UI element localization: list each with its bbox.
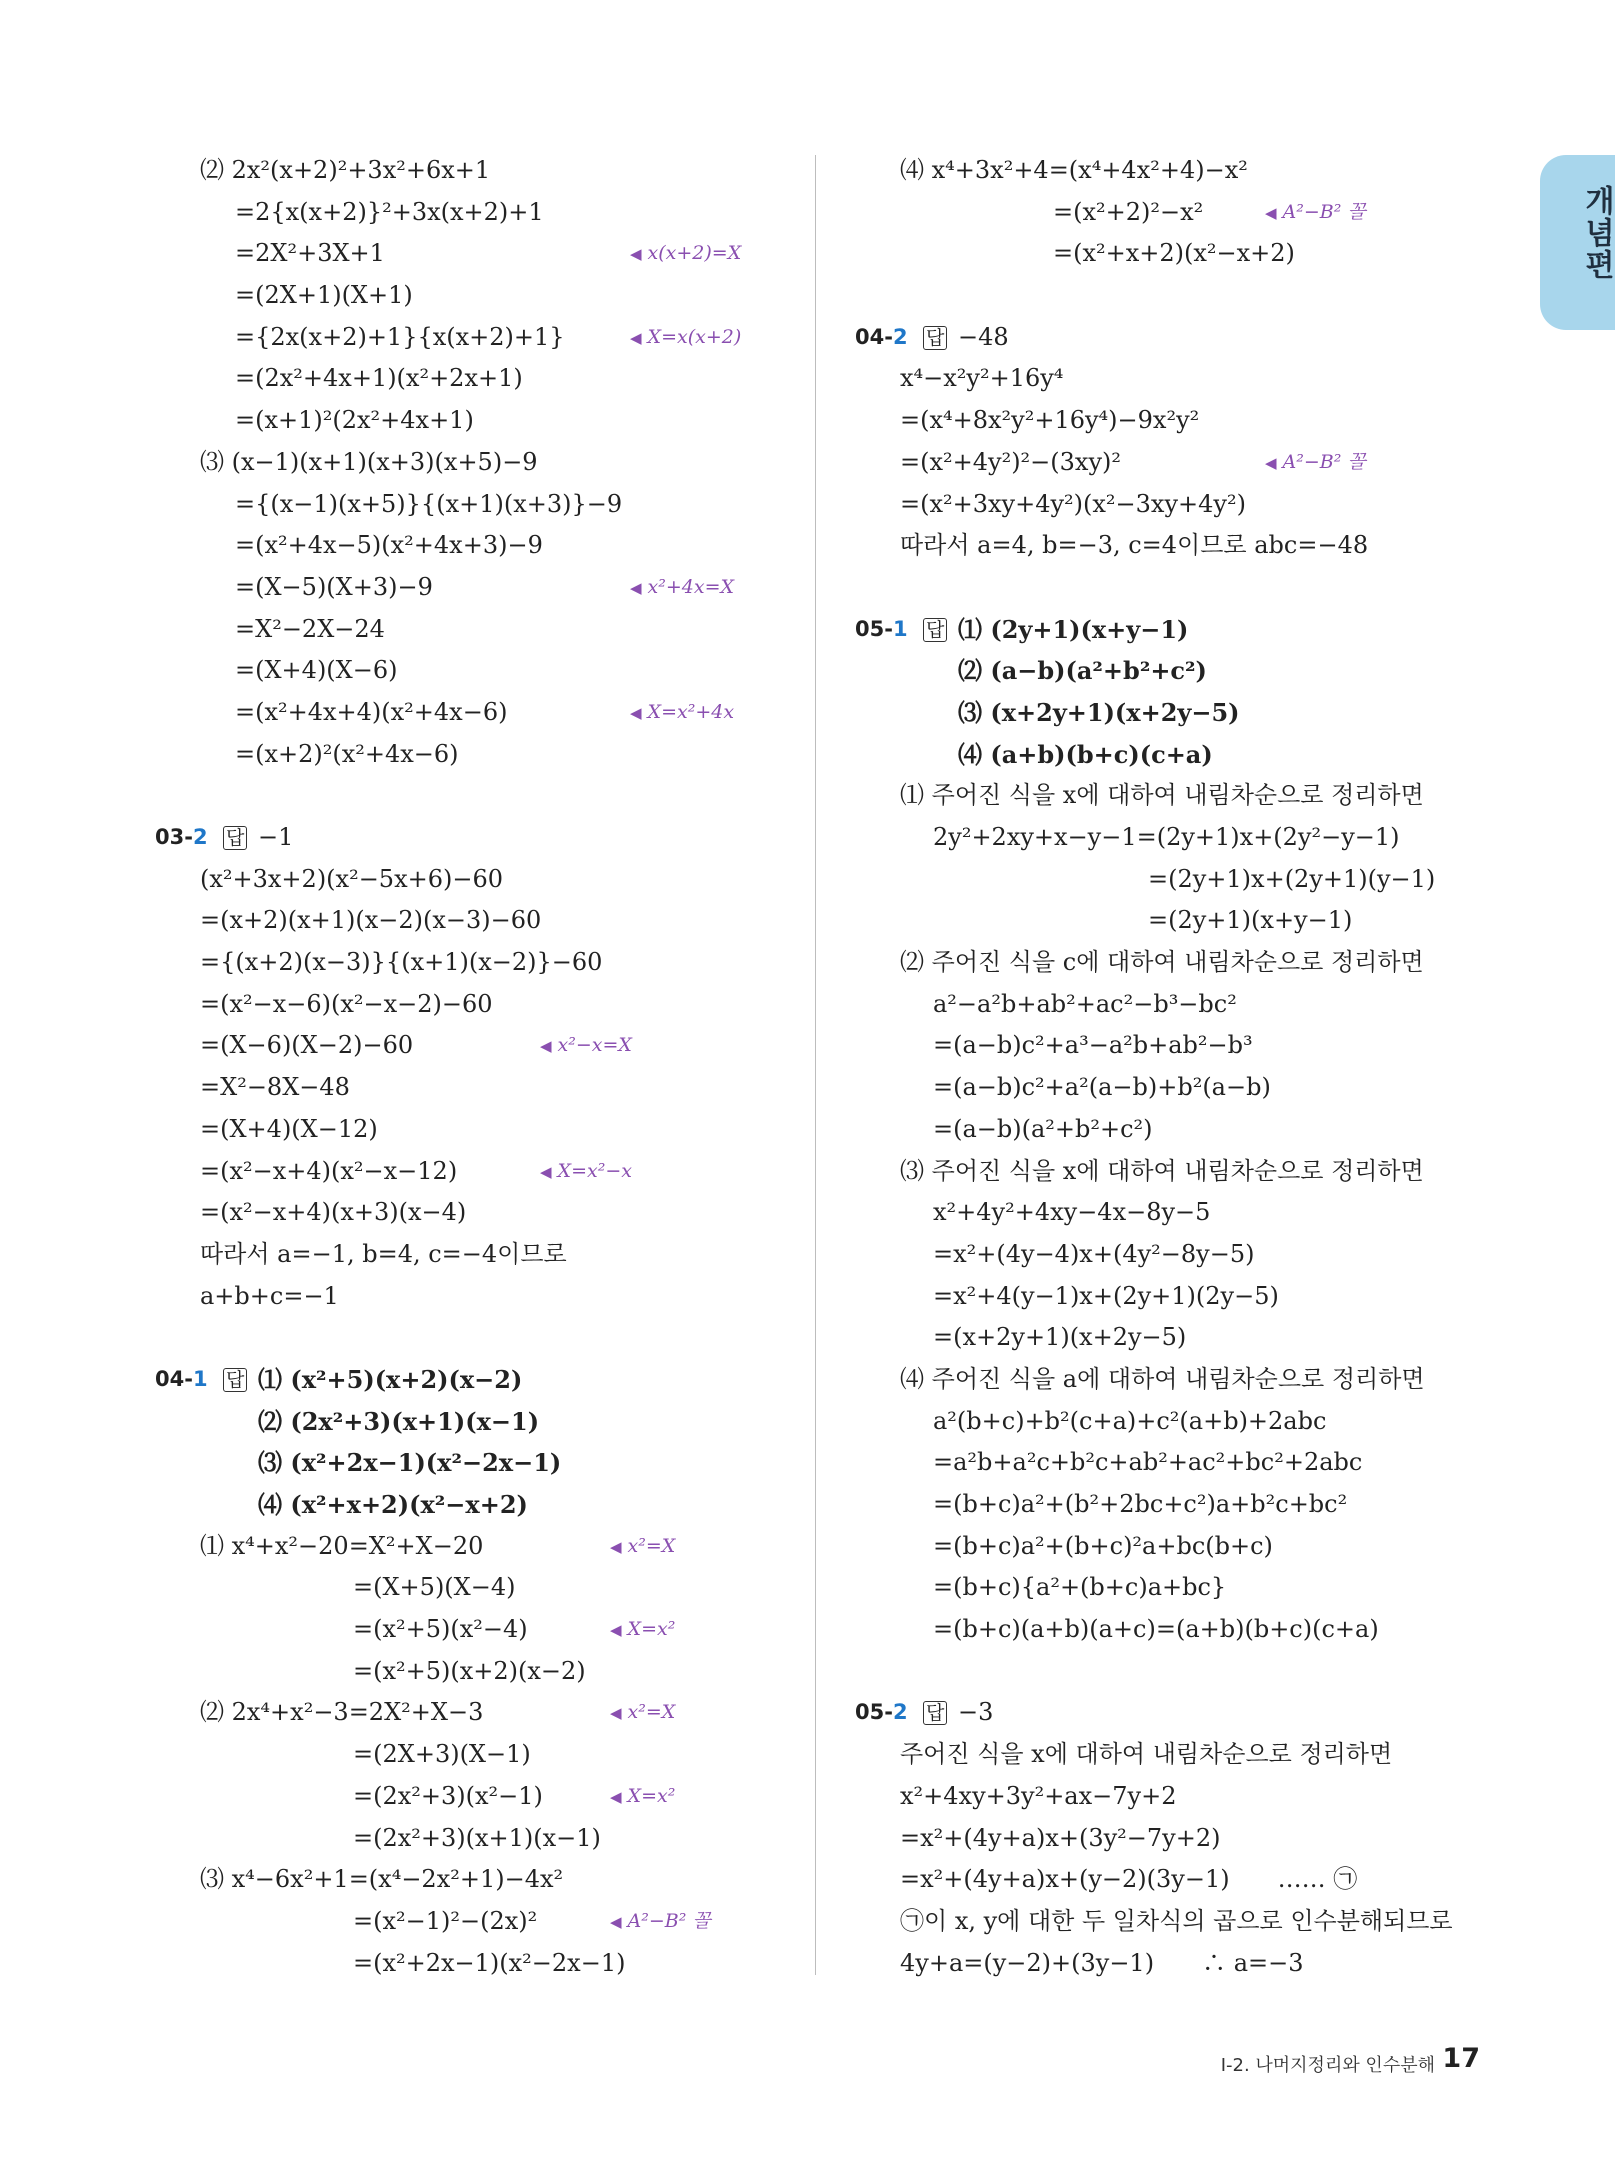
math-text: =(a−b)c²+a³−a²b+ab²−b³ [933,1031,1253,1060]
hint-arrow-icon: ◀ [610,1537,622,1556]
solution-line [155,1943,805,1985]
hint-text: A²−B² 꼴 [1282,200,1366,223]
math-text: =(x²−x−6)(x²−x−2)−60 [200,989,493,1018]
solution-line [855,817,1495,859]
math-text: =(a−b)c²+a²(a−b)+b²(a−b) [933,1073,1271,1102]
math-text: =(b+c){a²+(b+c)a+bc} [933,1573,1227,1602]
solution-line [855,1859,1495,1901]
solution-line [855,525,1495,567]
solution-line [155,1234,805,1276]
math-text: =2{x(x+2)}²+3x(x+2)+1 [235,197,544,226]
hint-arrow-icon: ◀ [610,1704,622,1723]
spacer [855,567,1495,609]
solution-line [155,567,805,609]
math-text: =x²+(4y−4)x+(4y²−8y−5) [933,1239,1255,1268]
solution-line [155,650,805,692]
math-text: ={2x(x+2)+1}{x(x+2)+1} [235,322,565,351]
solution-line [155,192,805,234]
hint-note [630,692,734,735]
hint-note [540,1151,632,1194]
math-text: ⑷ (a+b)(b+c)(c+a) [958,739,1213,769]
math-text: =(x²+2x−1)(x²−2x−1) [353,1948,626,1977]
hint-note [630,233,741,276]
problem-number-prefix: 04- [855,324,893,349]
hint-text: X=x(x+2) [647,325,742,348]
solution-line [855,1567,1495,1609]
math-text: =(x²+3xy+4y²)(x²−3xy+4y²) [900,489,1246,518]
problem-number-suffix: 2 [892,324,908,349]
solution-line [855,1526,1495,1568]
solution-line [155,984,805,1026]
footer-chapter: Ⅰ-2. 나머지정리와 인수분해 [1220,2055,1435,2076]
side-tab-label: 개념편 [1579,185,1614,281]
hint-note [1265,192,1366,235]
answer-label: 답 [923,618,947,642]
solution-line [855,1151,1495,1193]
answer-label: 답 [923,1701,947,1725]
solution-line [155,233,805,275]
math-text: x⁴−x²y²+16y⁴ [900,364,1064,393]
solution-line [855,1234,1495,1276]
solution-line [855,1734,1495,1776]
spacer [155,775,805,817]
right-column [855,150,1495,1984]
solution-line [155,317,805,359]
math-text: ⑶ (x+2y+1)(x+2y−5) [958,697,1240,727]
math-text: =x²+(4y+a)x+(3y²−7y+2) [900,1823,1221,1852]
solution-line [155,484,805,526]
math-text: =X²−2X−24 [235,614,385,643]
solution-line [155,442,805,484]
math-text: =(a−b)(a²+b²+c²) [933,1114,1153,1143]
hint-text: X=x² [627,1618,676,1641]
problem-number [855,1692,908,1734]
math-text: =(x²+4x−5)(x²+4x+3)−9 [235,531,543,560]
hint-note [610,1901,711,1944]
solution-line [855,192,1495,234]
math-text: x²+4xy+3y²+ax−7y+2 [900,1781,1177,1810]
math-text: 따라서 a=−1, b=4, c=−4이므로 [200,1239,567,1268]
solution-line [155,1151,805,1193]
solution-line [855,609,1495,651]
hint-note [1265,442,1366,485]
solution-line [155,1359,805,1401]
solution-line [155,1818,805,1860]
hint-arrow-icon: ◀ [610,1621,622,1640]
solution-line [155,1109,805,1151]
problem-number-suffix: 2 [892,1700,908,1725]
math-text: ⑵ 2x⁴+x²−3=2X²+X−3 [200,1698,484,1727]
problem-number [855,609,908,651]
solution-line [155,609,805,651]
solution-line [855,734,1495,776]
math-text: 주어진 식을 x에 대하여 내림차순으로 정리하면 [900,1740,1393,1769]
math-text: =(X+4)(X−6) [235,656,398,685]
solution-line [155,275,805,317]
math-text: 따라서 a=4, b=−3, c=4이므로 abc=−48 [900,531,1369,560]
math-text: =x²+(4y+a)x+(y−2)(3y−1) …… ㉠ [900,1865,1358,1894]
math-text: ={(x+2)(x−3)}{(x+1)(x−2)}−60 [200,948,603,977]
math-text: ⑵ (2x²+3)(x+1)(x−1) [258,1406,540,1436]
solution-line [155,1192,805,1234]
math-text: ⑵ 2x²(x+2)²+3x²+6x+1 [200,156,491,184]
math-text: =(x²+5)(x²−4) [353,1615,528,1644]
left-column [155,150,805,1984]
math-text: =X²−8X−48 [200,1073,350,1102]
math-text: (x²+3x+2)(x²−5x+6)−60 [200,864,503,893]
hint-note [610,1609,675,1652]
solution-line [855,1025,1495,1067]
hint-text: x²+4x=X [647,575,735,598]
math-text: =(2x²+3)(x+1)(x−1) [353,1823,601,1852]
math-text: =(x²−x+4)(x²−x−12) [200,1156,458,1185]
solution-line [155,1776,805,1818]
hint-note [540,1025,632,1068]
solution-line [855,1484,1495,1526]
math-text: =(X+4)(X−12) [200,1114,378,1143]
hint-text: X=x²+4x [647,700,735,723]
math-text: 2y²+2xy+x−y−1=(2y+1)x+(2y²−y−1) [933,823,1400,851]
hint-text: X=x² [627,1784,676,1807]
solution-line [155,692,805,734]
answer-label: 답 [923,326,947,350]
hint-text: X=x²−x [557,1159,632,1182]
math-text: x²+4y²+4xy−4x−8y−5 [933,1198,1211,1227]
solution-line [855,859,1495,901]
solution-line [855,1276,1495,1318]
math-text: ⑶ x⁴−6x²+1=(x⁴−2x²+1)−4x² [200,1865,564,1894]
solution-line [155,1401,805,1443]
math-text: −1 [258,823,294,851]
math-text: =(x²−1)²−(2x)² [353,1906,538,1935]
solution-line [155,1442,805,1484]
math-text: 4y+a=(y−2)+(3y−1) ∴ a=−3 [900,1948,1304,1977]
math-text: =2X²+3X+1 [235,239,385,268]
math-text: =(x²+4x+4)(x²+4x−6) [235,697,508,726]
hint-arrow-icon: ◀ [630,578,642,597]
math-text: =a²b+a²c+b²c+ab²+ac²+bc²+2abc [933,1448,1363,1477]
solution-line [155,1484,805,1526]
page-footer [1110,2043,1480,2083]
solution-line [855,1317,1495,1359]
solution-line [855,358,1495,400]
hint-arrow-icon: ◀ [610,1912,622,1931]
math-text: ⑶ 주어진 식을 x에 대하여 내림차순으로 정리하면 [900,1156,1424,1185]
solution-line [855,233,1495,275]
math-text: =(x²+4y²)²−(3xy)² [900,447,1121,476]
problem-number [155,817,208,859]
answer-label: 답 [223,1368,247,1392]
math-text: ⑴ x⁴+x²−20=X²+X−20 [200,1531,484,1560]
solution-line [155,1651,805,1693]
solution-line [855,1401,1495,1443]
solution-line [855,900,1495,942]
math-text: ⑵ 주어진 식을 c에 대하여 내림차순으로 정리하면 [900,948,1424,977]
solution-line [855,1442,1495,1484]
math-text: =(x²+2)²−x² [1053,197,1204,226]
solution-line [155,1859,805,1901]
math-text: =(x²+x+2)(x²−x+2) [1053,239,1295,268]
solution-line [155,900,805,942]
problem-number-suffix: 1 [892,616,908,641]
math-text: =(X+5)(X−4) [353,1573,516,1602]
solution-line [855,1359,1495,1401]
solution-line [155,150,805,192]
solution-line [855,984,1495,1026]
hint-note [610,1526,675,1569]
solution-line [855,1609,1495,1651]
math-text: =(x+1)²(2x²+4x+1) [235,406,474,435]
solution-line [155,358,805,400]
solution-line [855,400,1495,442]
hint-arrow-icon: ◀ [630,245,642,264]
math-text: =(2X+3)(X−1) [353,1740,531,1769]
hint-note [630,567,734,610]
solution-line [855,150,1495,192]
math-text: ⑷ (x²+x+2)(x²−x+2) [258,1490,528,1519]
solution-line [855,1692,1495,1734]
problem-number-prefix: 03- [155,825,193,849]
math-text: =(X−6)(X−2)−60 [200,1031,414,1060]
solution-line [155,1901,805,1943]
math-text: =(b+c)(a+b)(a+c)=(a+b)(b+c)(c+a) [933,1615,1379,1644]
solution-line [855,1067,1495,1109]
math-text: =(2x²+4x+1)(x²+2x+1) [235,364,523,393]
solution-line [855,942,1495,984]
math-text: ⑴ (2y+1)(x+y−1) [958,614,1189,644]
math-text: a²−a²b+ab²+ac²−b³−bc² [933,989,1237,1018]
solution-line [855,775,1495,817]
hint-note [610,1692,675,1735]
solution-line [855,650,1495,692]
hint-note [630,317,741,360]
problem-number [155,1359,208,1401]
problem-number-prefix: 04- [155,1366,193,1391]
problem-number-prefix: 05- [855,616,893,641]
math-text: ⑶ (x−1)(x+1)(x+3)(x+5)−9 [200,447,538,476]
hint-text: A²−B² 꼴 [1282,450,1366,473]
math-text: ⑷ 주어진 식을 a에 대하여 내림차순으로 정리하면 [900,1364,1425,1393]
hint-text: x(x+2)=X [647,242,742,265]
math-text: =(2x²+3)(x²−1) [353,1781,543,1810]
math-text: =x²+4(y−1)x+(2y+1)(2y−5) [933,1281,1279,1310]
problem-number-prefix: 05- [855,1700,893,1725]
solution-line [155,1276,805,1318]
solution-line [155,1067,805,1109]
problem-number-suffix: 2 [192,825,208,849]
math-text: a²(b+c)+b²(c+a)+c²(a+b)+2abc [933,1406,1327,1435]
hint-text: A²−B² 꼴 [627,1909,711,1932]
solution-line [855,1192,1495,1234]
solution-line [855,1818,1495,1860]
solution-line [155,1609,805,1651]
spacer [855,1651,1495,1693]
solution-line [855,442,1495,484]
math-text: −3 [958,1698,994,1727]
solution-line [155,1734,805,1776]
hint-arrow-icon: ◀ [1265,203,1277,222]
math-text: ={(x−1)(x+5)}{(x+1)(x+3)}−9 [235,489,623,518]
hint-arrow-icon: ◀ [540,1037,552,1056]
solution-line [155,859,805,901]
hint-note [610,1776,675,1819]
math-text: =(x+2)(x+1)(x−2)(x−3)−60 [200,906,542,935]
solution-line [855,692,1495,734]
math-text: ⑵ (a−b)(a²+b²+c²) [958,656,1207,686]
solution-line [155,1567,805,1609]
math-text: =(x+2y+1)(x+2y−5) [933,1323,1187,1352]
hint-text: x²=X [627,1534,676,1557]
hint-arrow-icon: ◀ [610,1787,622,1806]
solution-line [855,1901,1495,1943]
solution-line [155,1692,805,1734]
math-text: ㉠이 x, y에 대한 두 일차식의 곱으로 인수분해되므로 [900,1906,1453,1935]
solution-line [155,942,805,984]
hint-arrow-icon: ◀ [630,328,642,347]
math-text: −48 [958,322,1009,351]
answer-label: 답 [223,826,247,850]
solution-line [155,817,805,859]
math-text: =(x²+5)(x+2)(x−2) [353,1656,586,1685]
spacer [155,1317,805,1359]
solution-line [155,1526,805,1568]
column-divider [815,155,816,1975]
math-text: =(x⁴+8x²y²+16y⁴)−9x²y² [900,406,1200,435]
math-text: ⑷ x⁴+3x²+4=(x⁴+4x²+4)−x² [900,156,1248,184]
solution-line [855,317,1495,359]
math-text: =(b+c)a²+(b²+2bc+c²)a+b²c+bc² [933,1490,1348,1518]
solution-line [855,1776,1495,1818]
math-text: a+b+c=−1 [200,1281,339,1310]
solution-line [855,484,1495,526]
math-text: =(2y+1)(x+y−1) [1148,906,1353,935]
math-text: ⑴ 주어진 식을 x에 대하여 내림차순으로 정리하면 [900,781,1424,810]
problem-number-suffix: 1 [192,1366,208,1391]
solution-line [155,400,805,442]
hint-arrow-icon: ◀ [630,703,642,722]
math-text: =(b+c)a²+(b+c)²a+bc(b+c) [933,1531,1273,1560]
side-tab [1540,155,1615,330]
math-text: =(x²−x+4)(x+3)(x−4) [200,1198,467,1227]
math-text: =(X−5)(X+3)−9 [235,572,433,601]
math-text: ⑶ (x²+2x−1)(x²−2x−1) [258,1448,562,1478]
solution-line [855,1943,1495,1985]
problem-number [855,317,908,359]
hint-text: x²−x=X [557,1034,632,1057]
solution-line [855,1109,1495,1151]
solution-line [155,1025,805,1067]
spacer [855,275,1495,317]
math-text: =(2y+1)x+(2y+1)(y−1) [1148,864,1436,893]
hint-arrow-icon: ◀ [1265,453,1277,472]
page-number: 17 [1442,2043,1480,2074]
hint-arrow-icon: ◀ [540,1162,552,1181]
hint-text: x²=X [627,1701,676,1724]
math-text: =(2X+1)(X+1) [235,281,413,310]
solution-line [155,525,805,567]
math-text: =(x+2)²(x²+4x−6) [235,739,459,768]
math-text: ⑴ (x²+5)(x+2)(x−2) [258,1364,523,1394]
solution-line [155,734,805,776]
